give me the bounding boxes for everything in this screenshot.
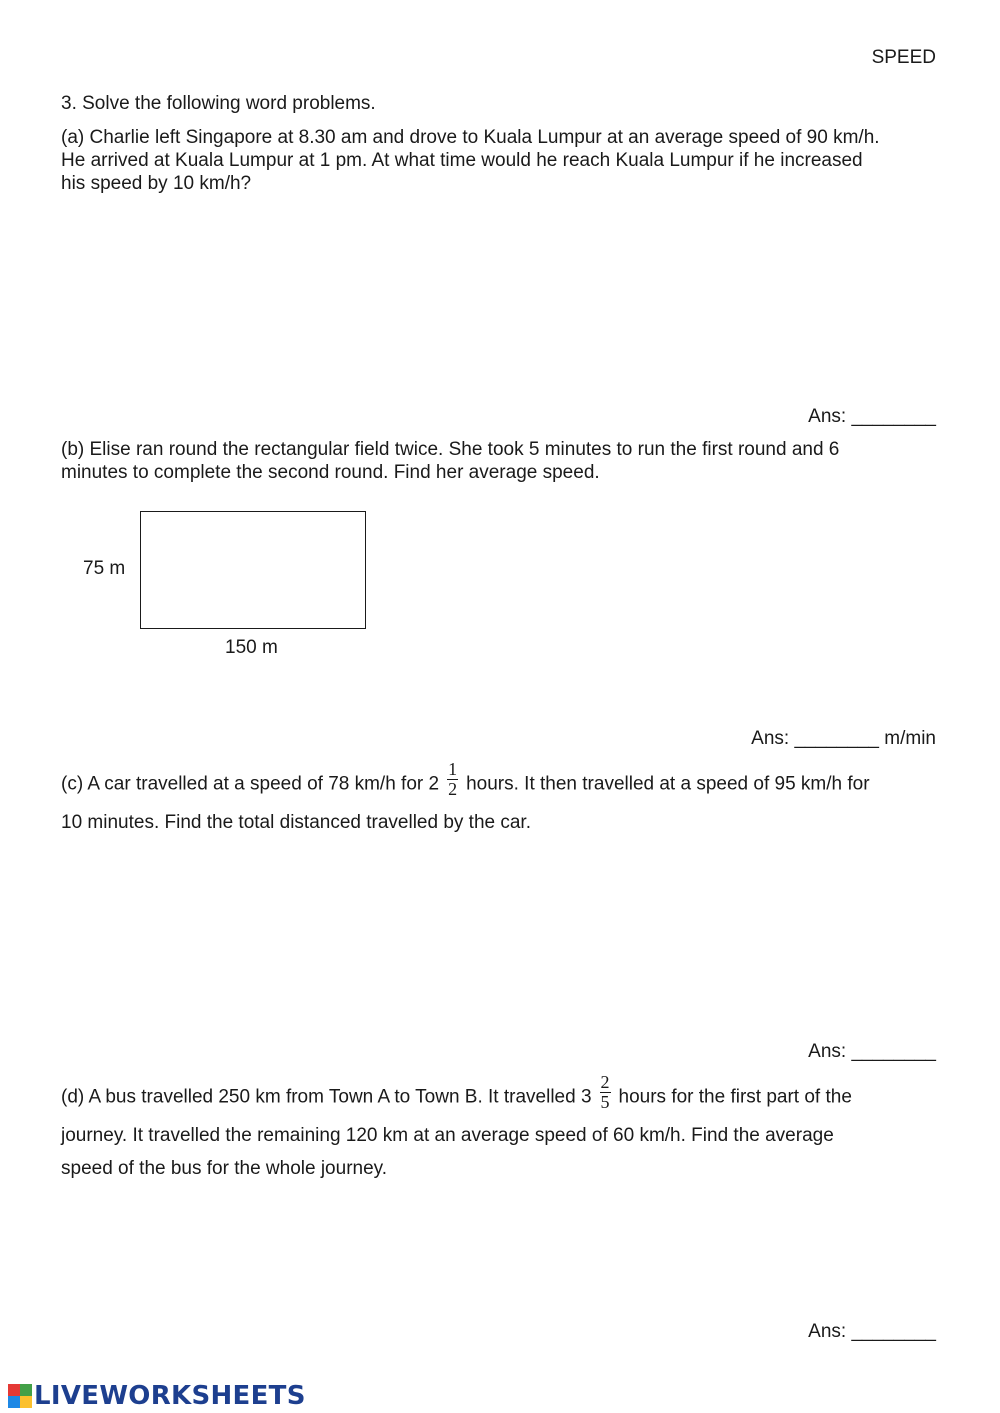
question-b-line-2: minutes to complete the second round. Find her average speed.	[61, 462, 600, 483]
question-c-line-2: 10 minutes. Find the total distanced travelled by the car.	[61, 812, 531, 833]
section-instructions: 3. Solve the following word problems.	[61, 93, 376, 114]
question-d	[61, 1072, 852, 1180]
question-b	[61, 438, 839, 484]
answer-b: Ans: ________ m/min	[751, 728, 936, 749]
question-c-text-before: (c) A car travelled at a speed of 78 km/h for 2	[61, 773, 440, 795]
question-d-line-2: journey. It travelled the remaining 120 km at an average speed of 60 km/h. Find the average	[61, 1125, 834, 1146]
question-a-line-2: He arrived at Kuala Lumpur at 1 pm. At what time would he reach Kuala Lumpur if he increased	[61, 150, 863, 171]
question-d-text-before: (d) A bus travelled 250 km from Town A to Town B. It travelled 3	[61, 1086, 592, 1108]
answer-c: Ans: ________	[808, 1041, 936, 1062]
field-width-label: 150 m	[225, 637, 278, 658]
page-title: SPEED	[871, 47, 936, 68]
fraction-one-half	[447, 761, 458, 798]
question-a-line-3: his speed by 10 km/h?	[61, 173, 252, 194]
fraction-two-fifths	[600, 1074, 611, 1111]
question-d-line-3: speed of the bus for the whole journey.	[61, 1158, 388, 1179]
question-c-text-after: hours. It then travelled at a speed of 95 km/h for	[466, 773, 870, 795]
answer-a: Ans: ________	[808, 406, 936, 427]
liveworksheets-logo	[8, 1382, 306, 1410]
logo-text: LIVEWORKSHEETS	[34, 1381, 306, 1411]
fraction-numerator: 1	[448, 759, 458, 779]
question-c-line-1	[61, 759, 870, 799]
fraction-denominator: 2	[448, 779, 458, 799]
rectangular-field-diagram	[140, 511, 366, 629]
answer-d: Ans: ________	[808, 1321, 936, 1342]
logo-icon	[8, 1384, 32, 1408]
question-a	[61, 126, 880, 195]
fraction-denominator: 5	[600, 1092, 610, 1112]
field-height-label: 75 m	[83, 558, 126, 579]
question-b-line-1: (b) Elise ran round the rectangular field twice. She took 5 minutes to run the first round and 6	[61, 439, 840, 460]
question-d-text-after: hours for the first part of the	[618, 1086, 852, 1108]
question-c	[61, 759, 870, 834]
question-d-line-1	[61, 1072, 852, 1112]
question-a-line-1: (a) Charlie left Singapore at 8.30 am and drove to Kuala Lumpur at an average speed of 90 km/h.	[61, 127, 880, 148]
fraction-numerator: 2	[600, 1072, 610, 1092]
